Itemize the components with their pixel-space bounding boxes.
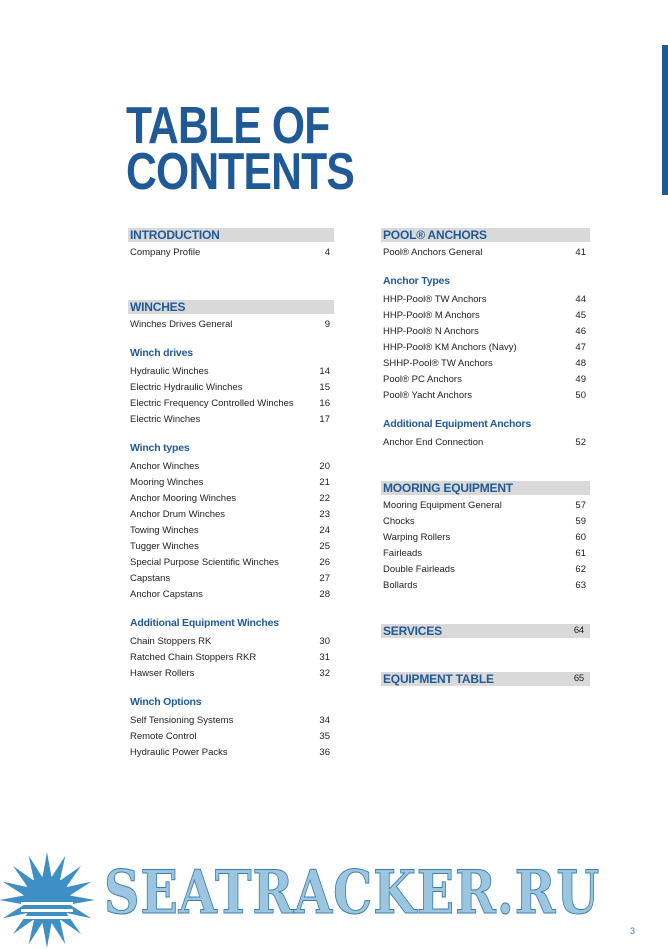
toc-entry[interactable]: Hawser Rollers 32	[130, 668, 330, 679]
title-line-2: CONTENTS	[126, 143, 354, 201]
toc-entry[interactable]: Electric Frequency Controlled Winches 16	[130, 398, 330, 409]
toc-entry[interactable]: Fairleads 61	[383, 548, 586, 559]
toc-right-column	[381, 228, 590, 686]
toc-entry[interactable]: Anchor Capstans 28	[130, 589, 330, 600]
toc-entry[interactable]: Winches Drives General 9	[130, 319, 330, 330]
toc-entry[interactable]: Hydraulic Winches 14	[130, 366, 330, 377]
toc-entry[interactable]: Self Tensioning Systems 34	[130, 715, 330, 726]
toc-entry[interactable]: SHHP-Pool® TW Anchors 48	[383, 358, 586, 369]
toc-entry[interactable]: Anchor Mooring Winches 22	[130, 493, 330, 504]
toc-entry[interactable]: Warping Rollers 60	[383, 532, 586, 543]
toc-entry[interactable]: Electric Hydraulic Winches 15	[130, 382, 330, 393]
section-winches[interactable]: WINCHES	[128, 300, 334, 314]
subsection-winch-drives: Winch drives	[130, 347, 193, 359]
toc-entry[interactable]: Double Fairleads 62	[383, 564, 586, 575]
toc-entry[interactable]: Ratched Chain Stoppers RKR 31	[130, 652, 330, 663]
toc-entry[interactable]: Hydraulic Power Packs 36	[130, 747, 330, 758]
subsection-winch-options: Winch Options	[130, 696, 202, 708]
section-introduction[interactable]: INTRODUCTION	[128, 228, 334, 242]
toc-entry[interactable]: Anchor Drum Winches 23	[130, 509, 330, 520]
toc-entry[interactable]: Pool® PC Anchors 49	[383, 374, 586, 385]
toc-entry[interactable]: Tugger Winches 25	[130, 541, 330, 552]
toc-entry[interactable]: Company Profile 4	[130, 247, 330, 258]
toc-entry[interactable]: Special Purpose Scientific Winches 26	[130, 557, 330, 568]
page-number: 3	[630, 926, 636, 936]
subsection-additional-equipment-winches: Additional Equipment Winches	[130, 617, 279, 629]
edge-accent-bar	[662, 45, 668, 195]
subsection-anchor-types: Anchor Types	[383, 275, 450, 287]
section-services[interactable]: SERVICES 64	[381, 624, 590, 638]
section-mooring-equipment[interactable]: MOORING EQUIPMENT	[381, 481, 590, 495]
toc-entry[interactable]: Chain Stoppers RK 30	[130, 636, 330, 647]
subsection-additional-equipment-anchors: Additional Equipment Anchors	[383, 418, 532, 430]
section-equipment-table[interactable]: EQUIPMENT TABLE 65	[381, 672, 590, 686]
toc-entry[interactable]: Mooring Winches 21	[130, 477, 330, 488]
toc-entry[interactable]: Pool® Anchors General 41	[383, 247, 586, 258]
toc-entry[interactable]: Towing Winches 24	[130, 525, 330, 536]
toc-entry[interactable]: Mooring Equipment General 57	[383, 500, 586, 511]
section-pool-anchors[interactable]: POOL® ANCHORS	[381, 228, 590, 242]
toc-entry[interactable]: Anchor Winches 20	[130, 461, 330, 472]
watermark-text: SEATRACKER.RU	[104, 858, 601, 928]
toc-entry[interactable]: HHP-Pool® TW Anchors 44	[383, 294, 586, 305]
subsection-winch-types: Winch types	[130, 442, 190, 454]
toc-entry[interactable]: Bollards 63	[383, 580, 586, 591]
toc-entry[interactable]: HHP-Pool® N Anchors 46	[383, 326, 586, 337]
page-title	[126, 97, 354, 201]
toc-entry[interactable]: HHP-Pool® M Anchors 45	[383, 310, 586, 321]
toc-entry[interactable]: Pool® Yacht Anchors 50	[383, 390, 586, 401]
toc-entry[interactable]: Chocks 59	[383, 516, 586, 527]
toc-entry[interactable]: Anchor End Connection 52	[383, 437, 586, 448]
toc-entry[interactable]: Electric Winches 17	[130, 414, 330, 425]
toc-entry[interactable]: Remote Control 35	[130, 731, 330, 742]
toc-entry[interactable]: HHP-Pool® KM Anchors (Navy) 47	[383, 342, 586, 353]
title-line-1: TABLE OF	[126, 97, 330, 155]
toc-entry[interactable]: Capstans 27	[130, 573, 330, 584]
toc-left-column	[128, 228, 334, 761]
